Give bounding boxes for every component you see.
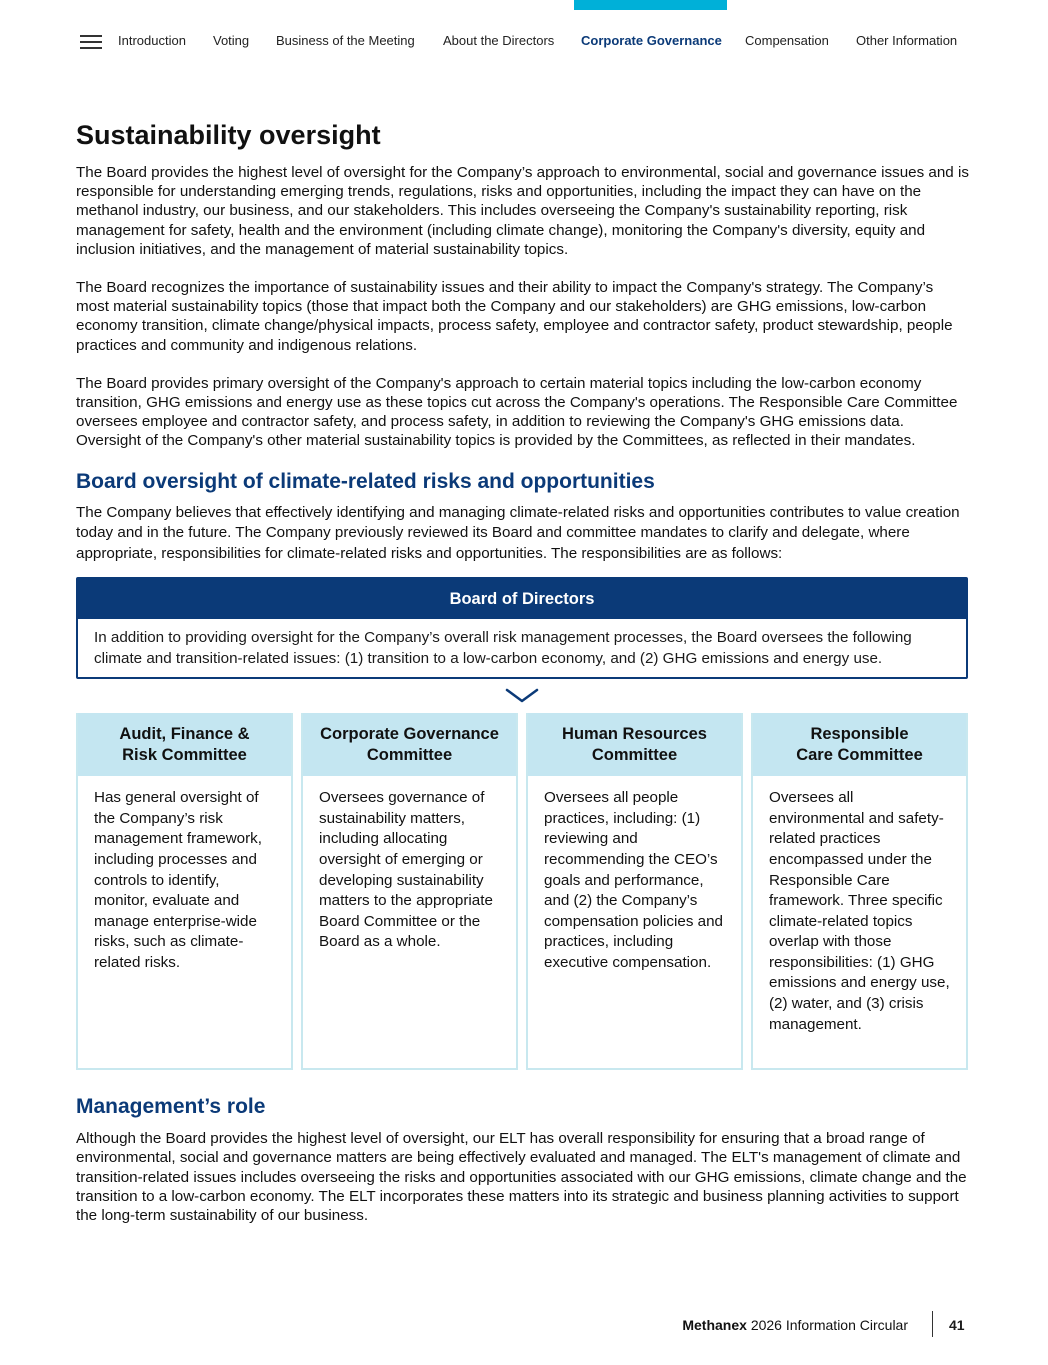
committee-name-line: Risk Committee xyxy=(122,745,247,764)
committee-name-line: Care Committee xyxy=(796,745,923,764)
nav-item-voting[interactable]: Voting xyxy=(213,33,250,48)
board-of-directors-text: In addition to providing oversight for the Company’s overall risk management processes, the Board oversees the following climate and transition-related issues: (1) transition to a low-carbon economy, and (2) GHG emissions and energy use. xyxy=(94,629,912,667)
committee-name xyxy=(528,713,741,776)
committee-name-line: Corporate Governance xyxy=(320,724,499,743)
committee-card-human-resources xyxy=(526,713,743,1070)
committees-row xyxy=(76,713,968,1070)
committee-card-corporate-governance xyxy=(301,713,518,1070)
nav-item-other-information[interactable]: Other Information xyxy=(856,33,958,48)
committee-description: Oversees all people practices, including: (1) reviewing and recommending the CEO’s goals and performance, and (2) the Company’s compensation policies and practices, including executive compensation. xyxy=(544,789,723,971)
nav-item-business-of-the-meeting[interactable]: Business of the Meeting xyxy=(276,33,415,48)
nav-item-corporate-governance[interactable]: Corporate Governance xyxy=(581,33,722,48)
top-navigation xyxy=(0,0,1048,70)
management-text: Although the Board provides the highest level of oversight, our ELT has overall responsibility for ensuring that a broad range of environmental, social and governance matters are being effectively evaluated and managed. The ELT's management of climate and transition-related issues includes overseeing the risks and opportunities associated with our GHG emissions, climate change and the transition to a low-carbon economy. The ELT incorporates these matters into its strategic and business planning activities to support the long-term sustainability of our business. xyxy=(76,1130,967,1225)
nav-item-about-the-directors[interactable]: About the Directors xyxy=(443,33,555,48)
board-of-directors-box xyxy=(76,577,968,679)
nav-item-introduction[interactable]: Introduction xyxy=(118,33,186,48)
paragraph-1: The Board provides the highest level of oversight for the Company’s approach to environmental, social and governance issues and is responsible for understanding emerging trends, regulations, risks and opportunities, including the impact they can have on the methanol industry, our business, and our stakeholders. This includes overseeing the Company's sustainability reporting, risk management for safety, health and the environment (including climate change), monitoring the Company's diversity, equity and inclusion initiatives, and the management of material sustainability topics. xyxy=(76,164,969,258)
committee-name-line: Committee xyxy=(591,745,678,764)
committee-name-line: Responsible xyxy=(810,724,909,743)
main-content xyxy=(76,120,970,1226)
page-footer xyxy=(0,1315,1048,1339)
footer-doc-name: 2026 Information Circular xyxy=(750,1317,908,1333)
committee-name xyxy=(303,713,516,776)
paragraph-3: The Board provides primary oversight of the Company's approach to certain material topics including the low-carbon economy transition, GHG emissions and energy use as these topics cut across the Company's operations. The Responsible Care Committee oversees employee and contractor safety, and process safety, in addition to reviewing the Company's GHG emissions data. Oversight of the Company's other material sustainability topics is provided by the Committees, as reflected in their mandates. xyxy=(76,374,958,450)
committee-description: Oversees all environmental and safety-related practices encompassed under the Responsible Care framework. Three specific climate-related topics overlap with those responsibilities: (1) GHG emissions and energy use, (2) water, and (3) crisis management. xyxy=(769,789,950,1033)
nav-item-compensation[interactable]: Compensation xyxy=(745,33,829,48)
committee-description: Has general oversight of the Company’s risk management framework, including processes and controls to identify, monitor, evaluate and manage enterprise-wide risks, such as climate-related risks. xyxy=(94,789,262,971)
committee-name xyxy=(78,713,291,776)
footer-doc-title xyxy=(682,1315,908,1335)
committee-name xyxy=(753,713,966,776)
footer-brand: Methanex xyxy=(682,1317,747,1333)
committee-card-responsible-care xyxy=(751,713,968,1070)
climate-section-title: Board oversight of climate-related risks and opportunities xyxy=(76,469,655,493)
active-tab-indicator xyxy=(574,0,727,10)
climate-intro: The Company believes that effectively identifying and managing climate-related risks and opportunities contributes to value creation today and in the future. The Company previously reviewed its Board and committee mandates to clarify and delegate, where appropriate, responsibilities for climate-related risks and opportunities. The responsibilities are as follows: xyxy=(76,503,960,562)
footer-divider xyxy=(932,1311,933,1337)
board-of-directors-title: Board of Directors xyxy=(78,579,966,619)
paragraph-2: The Board recognizes the importance of sustainability issues and their ability to impact the Company's strategy. The Company’s most material sustainability topics (those that impact both the Company and our stakeholders) are GHG emissions, low-carbon economy transition, climate change/physical impacts, process safety, employee and contractor safety, product stewardship, people practices and community and indigenous relations. xyxy=(76,279,953,354)
page-number: 41 xyxy=(949,1317,965,1333)
committee-name-line: Human Resources xyxy=(562,724,707,743)
page-title: Sustainability oversight xyxy=(76,120,381,150)
nav-bar xyxy=(0,33,1048,51)
committee-name-line: Audit, Finance & xyxy=(119,724,250,743)
committee-description: Oversees governance of sustainability matters, including allocating oversight of emerging or developing sustainability matters to the appropriate Board Committee or the Board as a whole. xyxy=(319,789,493,951)
committee-card-audit-finance-risk xyxy=(76,713,293,1070)
flow-connector xyxy=(76,679,968,713)
chevron-down-icon xyxy=(505,688,539,704)
management-section-title: Management’s role xyxy=(76,1095,266,1119)
committee-name-line: Committee xyxy=(366,745,453,764)
